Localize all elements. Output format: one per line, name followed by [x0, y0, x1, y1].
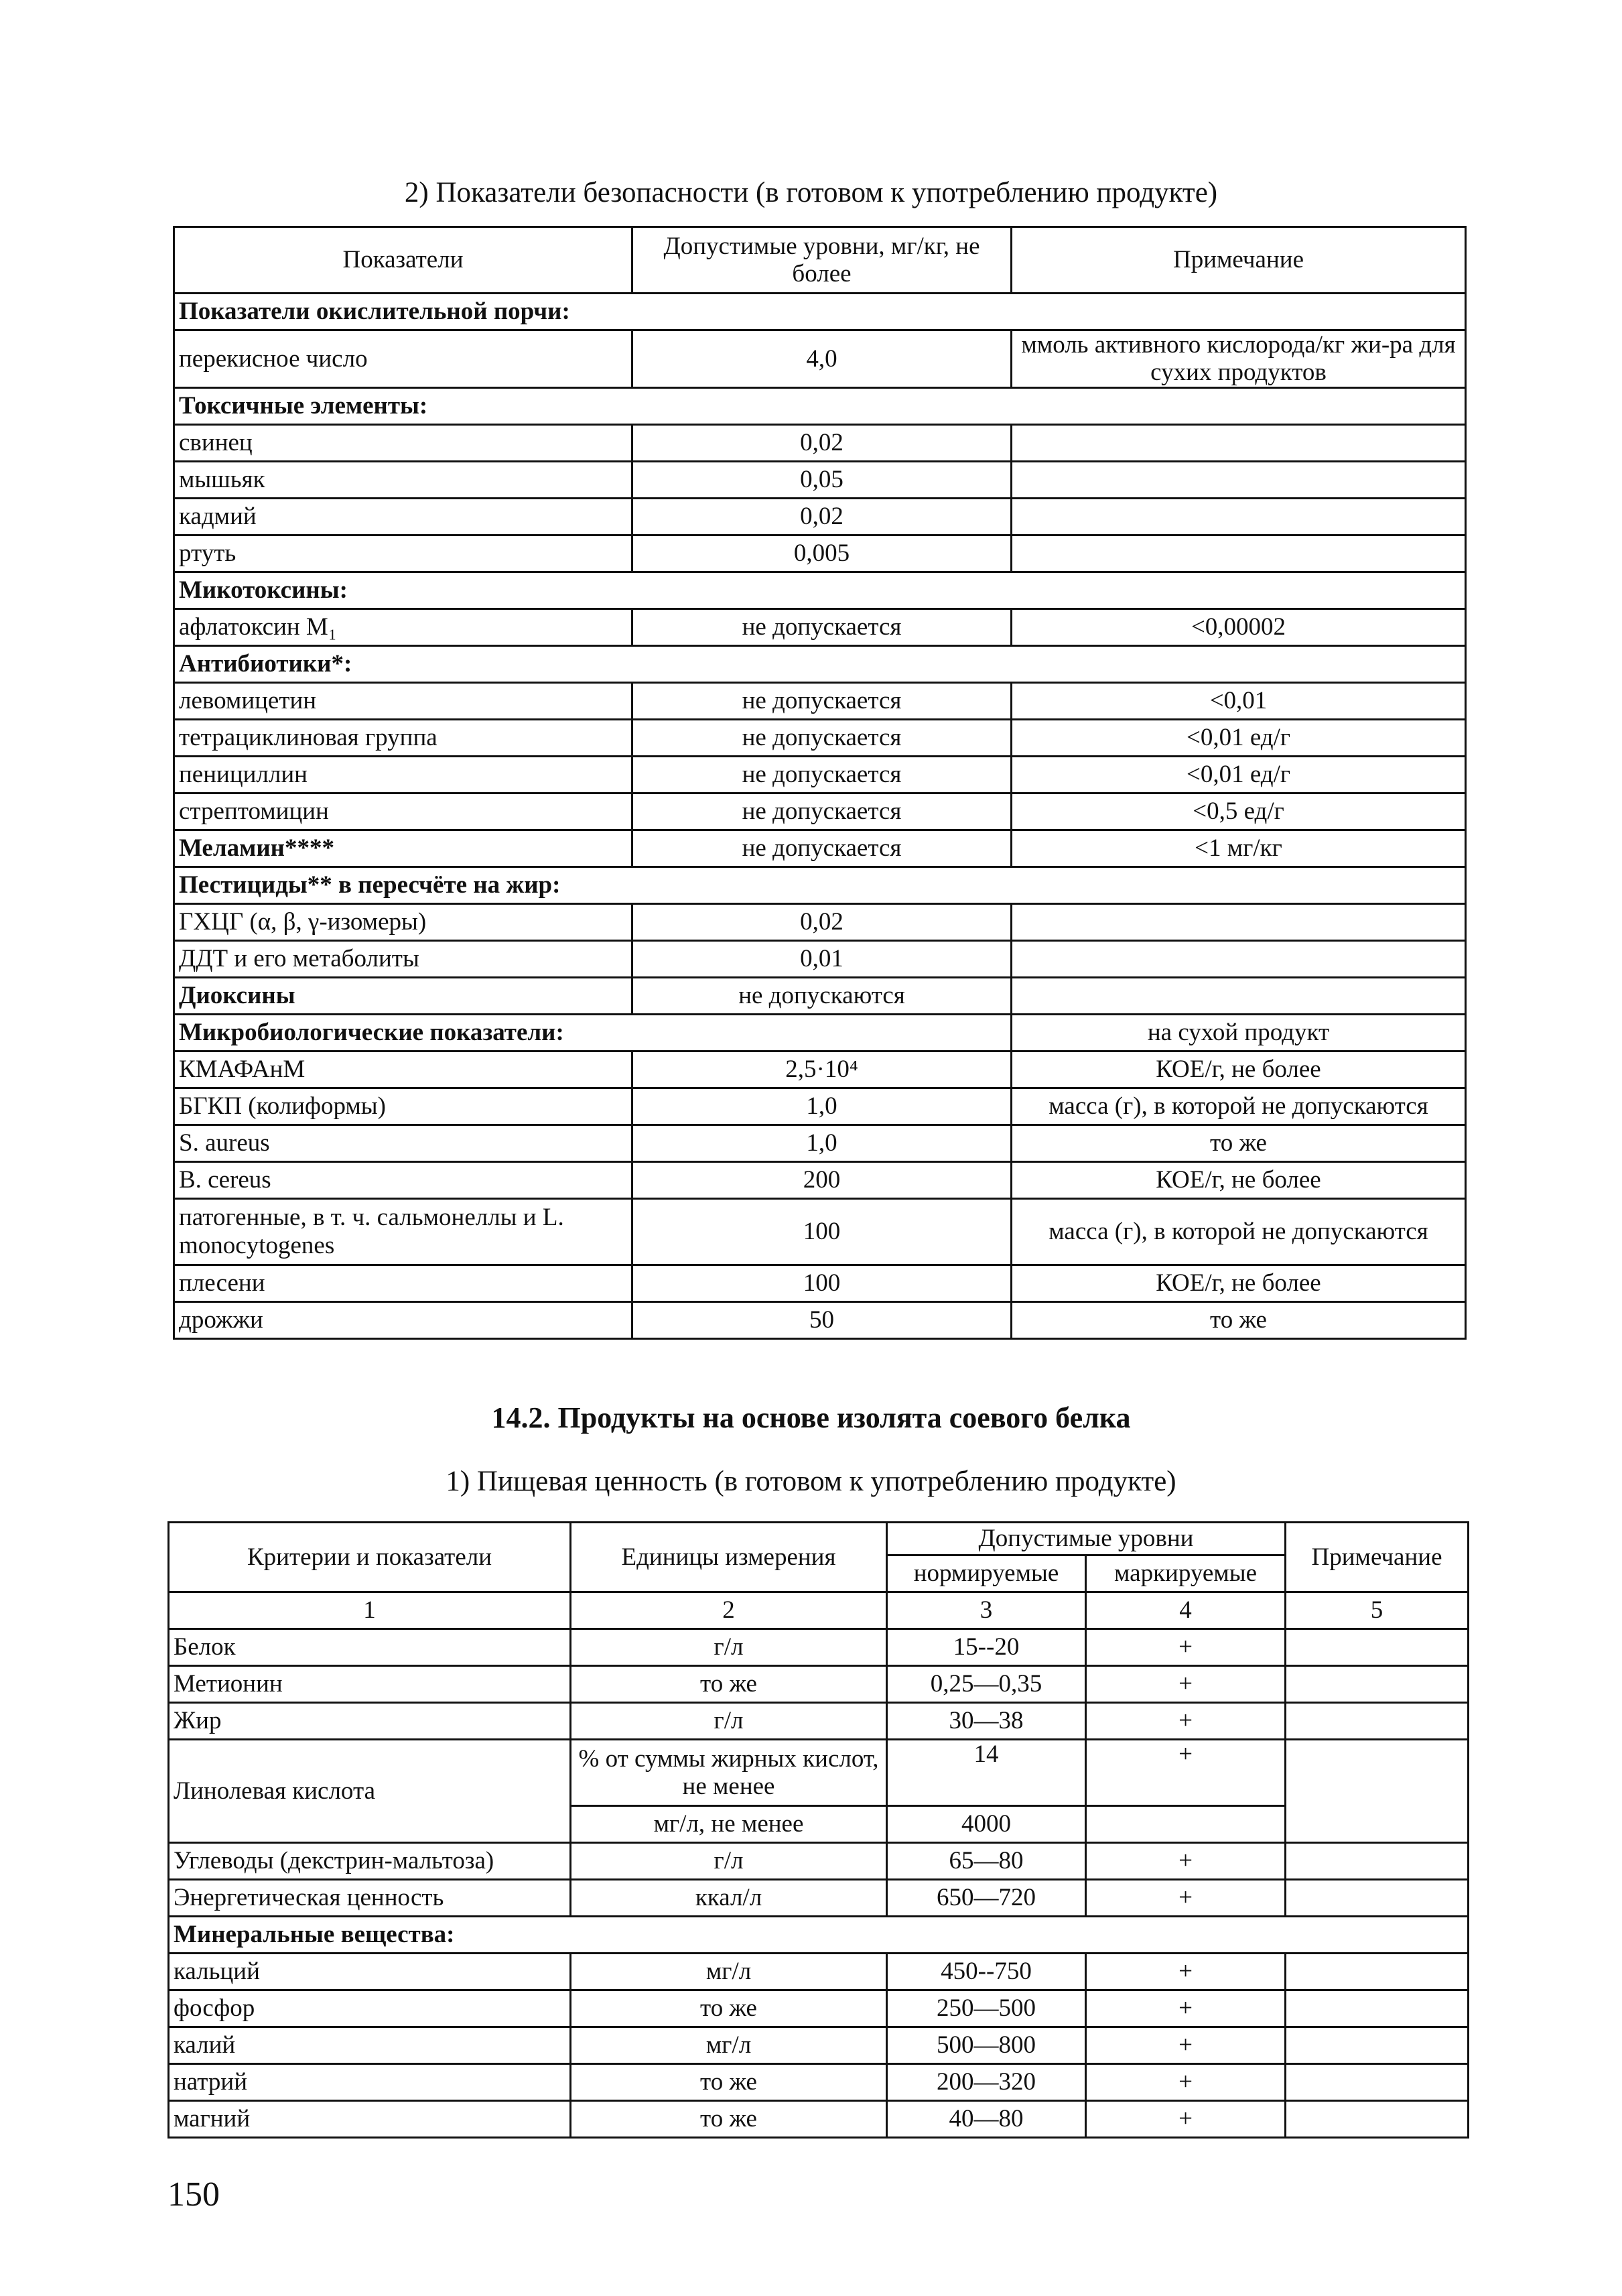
limit-cell: не допускается — [632, 609, 1012, 645]
remark-cell — [1286, 2027, 1469, 2064]
note-cell — [1012, 903, 1466, 940]
remark-cell — [1286, 2064, 1469, 2101]
limit-cell: 50 — [632, 1301, 1012, 1338]
normalized-cell: 30—38 — [887, 1703, 1086, 1740]
table-row — [169, 1740, 1469, 1806]
indicator-cell: левомицетин — [174, 682, 632, 719]
safety-caption: 2) Показатели безопасности (в готовом к употреблению продукте) — [404, 177, 1218, 208]
indicator-cell: кадмий — [174, 498, 632, 535]
remark-cell — [1286, 1629, 1469, 1666]
criteria-cell: Метионин — [169, 1666, 571, 1703]
normalized-cell: 14 — [887, 1740, 1086, 1806]
indicator-cell: плесени — [174, 1265, 632, 1301]
note-cell: ммоль активного кислорода/кг жи-ра для сухих продуктов — [1012, 330, 1466, 388]
limit-cell: 0,02 — [632, 424, 1012, 461]
note-cell: КОЕ/г, не более — [1012, 1051, 1466, 1088]
table-row — [174, 1161, 1466, 1198]
limit-cell: 100 — [632, 1198, 1012, 1265]
header-labeled: маркируемые — [1086, 1555, 1286, 1592]
remark-cell — [1286, 1666, 1469, 1703]
indicator-cell: афлатоксин M₁ — [174, 609, 632, 645]
table-row — [174, 330, 1466, 388]
indicator-cell: ДДТ и его метаболиты — [174, 940, 632, 977]
section-label: Антибиотики*: — [174, 645, 1466, 682]
table-row — [174, 719, 1466, 756]
normalized-cell: 65—80 — [887, 1843, 1086, 1880]
limit-cell: 200 — [632, 1161, 1012, 1198]
unit-cell: г/л — [571, 1843, 887, 1880]
table-row — [174, 793, 1466, 830]
section-row — [174, 1014, 1466, 1051]
unit-cell: то же — [571, 1990, 887, 2027]
unit-cell: мг/л — [571, 1954, 887, 1990]
table-row — [169, 1629, 1469, 1666]
unit-cell: мг/л, не менее — [571, 1806, 887, 1843]
indicator-cell: БГКП (колиформы) — [174, 1088, 632, 1125]
note-cell: <0,01 ед/г — [1012, 756, 1466, 793]
table-row — [174, 498, 1466, 535]
unit-cell: % от суммы жирных кислот, не менее — [571, 1740, 887, 1806]
col-number: 4 — [1086, 1592, 1286, 1629]
col-number: 2 — [571, 1592, 887, 1629]
table-row — [174, 1301, 1466, 1338]
criteria-cell: Жир — [169, 1703, 571, 1740]
note-cell: на сухой продукт — [1012, 1014, 1466, 1051]
note-cell: КОЕ/г, не более — [1012, 1161, 1466, 1198]
limit-cell: 0,02 — [632, 498, 1012, 535]
limit-cell: 1,0 — [632, 1125, 1012, 1161]
indicator-cell: мышьяк — [174, 461, 632, 498]
header-remark: Примечание — [1286, 1523, 1469, 1592]
note-cell: КОЕ/г, не более — [1012, 1265, 1466, 1301]
limit-cell: 0,01 — [632, 940, 1012, 977]
indicator-cell: S. aureus — [174, 1125, 632, 1161]
header-indicator: Показатели — [174, 227, 632, 294]
safety-table-body — [174, 294, 1466, 1339]
table-row — [169, 1666, 1469, 1703]
note-cell: то же — [1012, 1125, 1466, 1161]
table-row — [174, 830, 1466, 867]
section-row — [174, 572, 1466, 609]
table-row — [174, 461, 1466, 498]
normalized-cell: 40—80 — [887, 2101, 1086, 2138]
header-limits: Допустимые уровни, мг/кг, не более — [632, 227, 1012, 294]
criteria-cell: Углеводы (декстрин-мальтоза) — [169, 1843, 571, 1880]
table-row — [169, 1990, 1469, 2027]
header-units: Единицы измерения — [571, 1523, 887, 1592]
unit-cell: ккал/л — [571, 1880, 887, 1917]
table-row — [174, 903, 1466, 940]
section-heading: 14.2. Продукты на основе изолята соевого белка — [491, 1401, 1131, 1434]
header-normalized: нормируемые — [887, 1555, 1086, 1592]
table-row — [174, 1051, 1466, 1088]
criteria-cell: Белок — [169, 1629, 571, 1666]
labeled-cell: + — [1086, 1843, 1286, 1880]
limit-cell: 100 — [632, 1265, 1012, 1301]
section-label: Показатели окислительной порчи: — [174, 294, 1466, 330]
section-row — [174, 645, 1466, 682]
note-cell — [1012, 424, 1466, 461]
remark-cell — [1286, 1703, 1469, 1740]
table-row — [174, 535, 1466, 572]
criteria-cell: кальций — [169, 1954, 571, 1990]
normalized-cell: 15--20 — [887, 1629, 1086, 1666]
table-row — [169, 1843, 1469, 1880]
normalized-cell: 4000 — [887, 1806, 1086, 1843]
indicator-cell: Меламин**** — [174, 830, 632, 867]
criteria-cell: Энергетическая ценность — [169, 1880, 571, 1917]
limit-cell: не допускается — [632, 719, 1012, 756]
page-number: 150 — [167, 2175, 220, 2214]
criteria-cell: натрий — [169, 2064, 571, 2101]
labeled-cell: + — [1086, 1880, 1286, 1917]
limit-cell: 0,05 — [632, 461, 1012, 498]
limit-cell: 2,5·10⁴ — [632, 1051, 1012, 1088]
normalized-cell: 0,25—0,35 — [887, 1666, 1086, 1703]
table-row — [169, 2101, 1469, 2138]
indicator-cell: B. cereus — [174, 1161, 632, 1198]
note-cell — [1012, 461, 1466, 498]
limit-cell: не допускаются — [632, 977, 1012, 1014]
limit-cell: 4,0 — [632, 330, 1012, 388]
note-cell: то же — [1012, 1301, 1466, 1338]
note-cell: <0,01 — [1012, 682, 1466, 719]
unit-cell: г/л — [571, 1629, 887, 1666]
note-cell: масса (г), в которой не допускаются — [1012, 1198, 1466, 1265]
column-number-row — [169, 1592, 1469, 1629]
section-row — [174, 294, 1466, 330]
table-row — [174, 1198, 1466, 1265]
remark-cell — [1286, 1740, 1469, 1843]
section-label: Микотоксины: — [174, 572, 1466, 609]
table-row — [169, 1954, 1469, 1990]
limit-cell: не допускается — [632, 682, 1012, 719]
header-criteria: Критерии и показатели — [169, 1523, 571, 1592]
normalized-cell: 250—500 — [887, 1990, 1086, 2027]
table-row — [174, 940, 1466, 977]
note-cell — [1012, 498, 1466, 535]
indicator-cell: дрожжи — [174, 1301, 632, 1338]
criteria-cell: калий — [169, 2027, 571, 2064]
unit-cell: мг/л — [571, 2027, 887, 2064]
col-number: 3 — [887, 1592, 1086, 1629]
unit-cell: г/л — [571, 1703, 887, 1740]
section-label: Минеральные вещества: — [169, 1917, 1469, 1954]
remark-cell — [1286, 1880, 1469, 1917]
table-row — [174, 424, 1466, 461]
section-row — [174, 867, 1466, 903]
limit-cell: 0,005 — [632, 535, 1012, 572]
normalized-cell: 500—800 — [887, 2027, 1086, 2064]
criteria-cell: Линолевая кислота — [169, 1740, 571, 1843]
labeled-cell: + — [1086, 2027, 1286, 2064]
labeled-cell: + — [1086, 1990, 1286, 2027]
indicator-cell: стрептомицин — [174, 793, 632, 830]
section-row — [174, 387, 1466, 424]
labeled-cell: + — [1086, 1629, 1286, 1666]
nutrition-table — [167, 1521, 1469, 2139]
table-row — [174, 977, 1466, 1014]
criteria-cell: фосфор — [169, 1990, 571, 2027]
labeled-cell: + — [1086, 2101, 1286, 2138]
indicator-cell: Диоксины — [174, 977, 632, 1014]
labeled-cell — [1086, 1806, 1286, 1843]
labeled-cell: + — [1086, 1703, 1286, 1740]
normalized-cell: 650—720 — [887, 1880, 1086, 1917]
table-row — [174, 1125, 1466, 1161]
note-cell: масса (г), в которой не допускаются — [1012, 1088, 1466, 1125]
criteria-cell: магний — [169, 2101, 571, 2138]
safety-header-row — [174, 227, 1466, 294]
table-row — [174, 1265, 1466, 1301]
limit-cell: 1,0 — [632, 1088, 1012, 1125]
unit-cell: то же — [571, 2101, 887, 2138]
indicator-cell: пенициллин — [174, 756, 632, 793]
section-row — [169, 1917, 1469, 1954]
indicator-cell: КМАФАнМ — [174, 1051, 632, 1088]
remark-cell — [1286, 1990, 1469, 2027]
section-label: Микробиологические показатели: — [174, 1014, 1012, 1051]
table-row — [174, 609, 1466, 645]
col-number: 1 — [169, 1592, 571, 1629]
indicator-cell: свинец — [174, 424, 632, 461]
note-cell — [1012, 977, 1466, 1014]
col-number: 5 — [1286, 1592, 1469, 1629]
table-row — [169, 2027, 1469, 2064]
note-cell — [1012, 535, 1466, 572]
header-levels: Допустимые уровни — [887, 1523, 1286, 1555]
safety-table — [173, 226, 1467, 1340]
remark-cell — [1286, 1843, 1469, 1880]
indicator-cell: тетрациклиновая группа — [174, 719, 632, 756]
limit-cell: не допускается — [632, 756, 1012, 793]
nutrition-caption: 1) Пищевая ценность (в готовом к употреблению продукте) — [446, 1466, 1176, 1497]
labeled-cell: + — [1086, 1954, 1286, 1990]
header-note: Примечание — [1012, 227, 1466, 294]
labeled-cell: + — [1086, 1740, 1286, 1806]
indicator-cell: ртуть — [174, 535, 632, 572]
table-row — [169, 1703, 1469, 1740]
note-cell: <1 мг/кг — [1012, 830, 1466, 867]
limit-cell: 0,02 — [632, 903, 1012, 940]
table-row — [174, 756, 1466, 793]
limit-cell: не допускается — [632, 793, 1012, 830]
table-row — [174, 682, 1466, 719]
note-cell: <0,00002 — [1012, 609, 1466, 645]
remark-cell — [1286, 1954, 1469, 1990]
section-label: Токсичные элементы: — [174, 387, 1466, 424]
normalized-cell: 450--750 — [887, 1954, 1086, 1990]
nutrition-header-row-1 — [169, 1523, 1469, 1555]
labeled-cell: + — [1086, 1666, 1286, 1703]
note-cell: <0,01 ед/г — [1012, 719, 1466, 756]
labeled-cell: + — [1086, 2064, 1286, 2101]
note-cell: <0,5 ед/г — [1012, 793, 1466, 830]
nutrition-table-body — [169, 1629, 1469, 2138]
table-row — [169, 1880, 1469, 1917]
table-row — [169, 2064, 1469, 2101]
indicator-cell: патогенные, в т. ч. сальмонеллы и L. monocytogenes — [174, 1198, 632, 1265]
unit-cell: то же — [571, 1666, 887, 1703]
remark-cell — [1286, 2101, 1469, 2138]
normalized-cell: 200—320 — [887, 2064, 1086, 2101]
indicator-cell: ГХЦГ (α, β, γ-изомеры) — [174, 903, 632, 940]
table-row — [174, 1088, 1466, 1125]
section-label: Пестициды** в пересчёте на жир: — [174, 867, 1466, 903]
limit-cell: не допускается — [632, 830, 1012, 867]
indicator-cell: перекисное число — [174, 330, 632, 388]
note-cell — [1012, 940, 1466, 977]
unit-cell: то же — [571, 2064, 887, 2101]
